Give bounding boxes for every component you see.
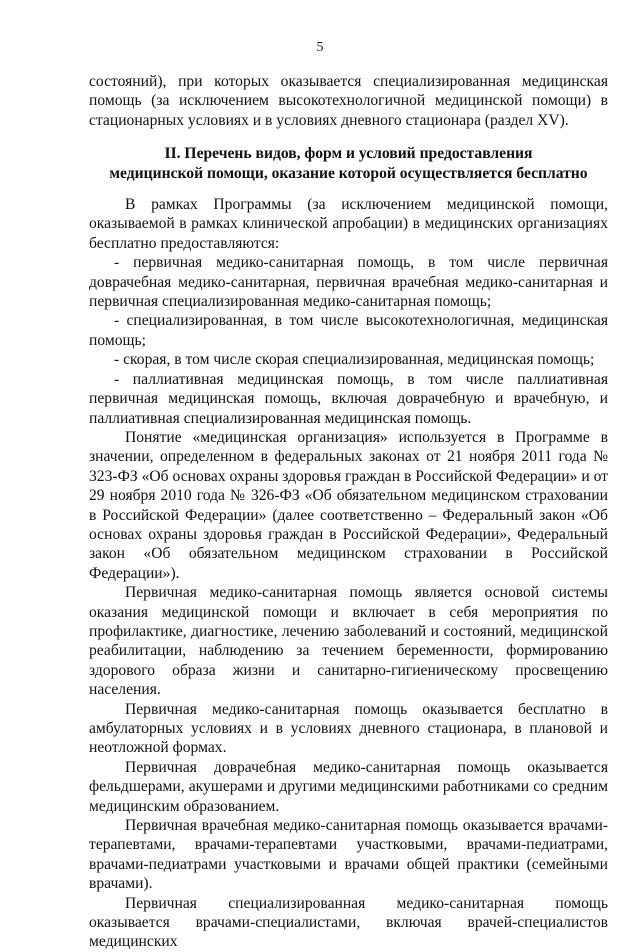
paragraph-primary-care-free: Первичная медико-санитарная помощь оказывается бесплатно в амбулаторных условиях и в условиях дневного стационара, в плановой и неотложной формах.	[89, 700, 608, 757]
list-item-emergency-care: - скорая, в том числе скорая специализированная, медицинская помощь;	[114, 351, 595, 369]
list-item-palliative-care: - паллиативная медицинская помощь, в том числе паллиативная первичная медицинская помощь, включая доврачебную и врачебную, и паллиативная специализированная медицинская помощь.	[89, 370, 608, 427]
paragraph-specialized-primary-care: Первичная специализированная медико-санитарная помощь оказывается врачами-специалистами, включая врачей-специалистов медицинских	[89, 894, 608, 951]
document-body	[89, 72, 608, 952]
page-number: 5	[316, 40, 324, 55]
paragraph-medical-organization: Понятие «медицинская организация» используется в Программе в значении, определенном в федеральных законах от 21 ноября 2011 года № 323-ФЗ «Об основах охраны здоровья граждан в Российской Федерации» и от 29 ноября 2010 года № 326-ФЗ «Об обязательном медицинском страховании в Российской Федерации» (далее соответственно – Федеральный закон «Об основах охраны здоровья граждан в Российской Федерации», Федеральный закон «Об обязательном медицинском страховании в Российской Федерации»).	[89, 428, 608, 582]
paragraph-primary-care-basis: Первичная медико-санитарная помощь является основой системы оказания медицинской помощи и включает в себя мероприятия по профилактике, диагностике, лечению заболеваний и состояний, медицинской реабилитации, наблюдению за течением беременности, формированию здорового образа жизни и санитарно-гигиеническому просвещению населения.	[89, 584, 608, 699]
intro-paragraph: В рамках Программы (за исключением медицинской помощи, оказываемой в рамках клинической апробации) в медицинских организациях бесплатно предоставляются:	[89, 196, 608, 252]
list-item-specialized-care: - специализированная, в том числе высокотехнологичная, медицинская помощь;	[89, 312, 608, 349]
section-heading	[89, 144, 608, 183]
continuation-paragraph: состояний), при которых оказывается специализированная медицинская помощь (за исключением высокотехнологичной медицинской помощи) в стационарных условиях и в условиях дневного стационара (раздел XV).	[89, 73, 608, 129]
section-heading-line-1: II. Перечень видов, форм и условий предоставления	[164, 145, 533, 163]
paragraph-pre-doctor-care: Первичная доврачебная медико-санитарная помощь оказывается фельдшерами, акушерами и другими медицинскими работниками со средним медицинским образованием.	[89, 758, 608, 815]
section-heading-line-2: медицинской помощи, оказание которой осуществляется бесплатно	[109, 164, 588, 182]
list-item-primary-care: - первичная медико-санитарная помощь, в том числе первичная доврачебная медико-санитарная, первичная врачебная медико-санитарная и первичная специализированная медико-санитарная помощь;	[89, 254, 608, 311]
paragraph-doctor-care: Первичная врачебная медико-санитарная помощь оказывается врачами-терапевтами, врачами-терапевтами участковыми, врачами-педиатрами, врачами-педиатрами участковыми и врачами общей практики (семейными врачами).	[89, 817, 608, 893]
